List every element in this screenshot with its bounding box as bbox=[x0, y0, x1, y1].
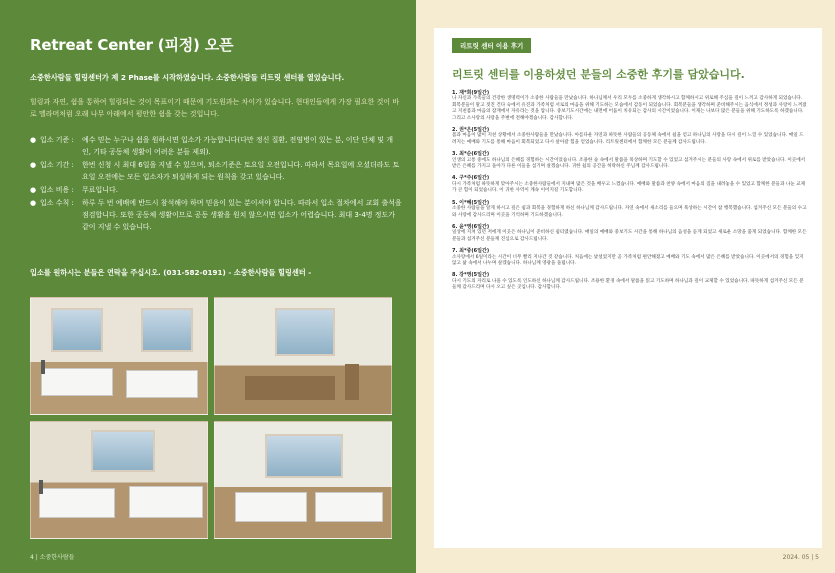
right-page bbox=[416, 0, 835, 573]
section-badge: 리트릿 센터 이용 후기 bbox=[452, 38, 531, 53]
reviews-card bbox=[434, 28, 822, 548]
rule-label: 입소 기준 : bbox=[40, 136, 74, 144]
review-author: 3. 최*순(6일간) bbox=[452, 151, 490, 158]
review-text: 소사랑에서 6일이라는 시간이 너무 빨리 지나간 것 같습니다. 처음에는 낯설었지만 곧 가족처럼 편안해졌고 예배와 기도 속에서 많은 은혜를 받았습니다. 이곳에서의 경험을 잊지 않고 삶 속에서 나누며 살겠습니다. 하나님께 영광을 돌립니다. bbox=[452, 254, 804, 266]
rules-list bbox=[30, 134, 402, 234]
review-author: 1. 재*희(9일간) bbox=[452, 90, 490, 96]
review-text: 몸과 마음이 많이 지친 상황에서 소중한사람들을 만났습니다. 아름다운 자연과 따뜻한 사람들의 공동체 속에서 쉼을 얻고 하나님의 사랑을 다시 깊이 느낄 수 있었습니다. 매일 드려지는 예배와 기도를 통해 마음이 회복되었고 다시 살아갈 힘을 얻었습니다. 리트릿센터에서 함께한 모든 분들께 감사드립니다. bbox=[452, 133, 804, 145]
review-text: 소중한 사람들을 알게 하시고 깊은 쉼과 회복을 경험하게 하신 하나님께 감사드립니다. 자연 속에서 새소리를 들으며 묵상하는 시간이 참 행복했습니다. 섬겨주신 모든 분들의 수고와 사랑에 감사드리며 이곳을 기억하며 기도하겠습니다. bbox=[452, 206, 807, 218]
review-text: 다시 가족처럼 따뜻하게 맞아주시는 소중한사람들에서 지내며 많은 것을 배우고 느꼈습니다. 예배와 말씀과 찬양 속에서 마음의 짐을 내려놓을 수 있었고 함께한 분들과 나눈 교제가 큰 힘이 되었습니다. 이 귀한 사역이 계속 이어지길 기도합니다. bbox=[452, 181, 806, 194]
page-footer-right: 2024. 05 | 5 bbox=[782, 554, 819, 561]
rule-item bbox=[30, 197, 402, 233]
review-item bbox=[452, 127, 808, 146]
review-text: 다시 기도의 자리로 나올 수 있도록 인도하신 하나님께 감사드립니다. 조용한 환경 속에서 말씀을 읽고 기도하며 하나님과 깊이 교제할 수 있었습니다. 따뜻하게 섬겨주신 모든 분들께 감사드리며 다시 오고 싶은 곳입니다. 감사합니다. bbox=[452, 278, 804, 291]
review-author: 7. 최*중(6일간) bbox=[452, 248, 490, 255]
review-item bbox=[452, 151, 808, 170]
reviews-title: 리트릿 센터를 이용하셨던 분들의 소중한 후기를 담았습니다. bbox=[452, 68, 745, 81]
rule-label: 입소 수칙 : bbox=[40, 199, 74, 207]
intro-text: 소중한사람들 힐링센터가 제 2 Phase를 시작하였습니다. 소중한사람들 리트릿 센터를 열었습니다. bbox=[30, 73, 345, 82]
bullet-icon: ● bbox=[30, 161, 37, 169]
bullet-icon: ● bbox=[30, 199, 37, 207]
review-author: 2. 권*은(5일간) bbox=[452, 127, 490, 134]
photo-grid bbox=[30, 297, 392, 539]
review-author: 6. 윤*영(6일간) bbox=[452, 223, 490, 230]
rule-text: 하루 두 번 예배에 반드시 참석해야 하며 믿음이 있는 분이셔야 합니다. 따라서 입소 절차에서 교회 출석을 점검합니다. 또한 공동체 생활이므로 공동 생활을 원치 않으시면 입소가 어렵습니다. 최대 3-4명 정도가 같이 지낼 수 있습니다. bbox=[82, 199, 402, 231]
page-footer-left: 4 | 소중한사람들 bbox=[30, 554, 75, 561]
rule-text: 예수 믿는 누구나 쉼을 원하시면 입소가 가능합니다(다만 정신 질환, 전염병이 있는 분, 이단 단체 및 개인, 기타 공동체 생활이 어려운 분들 제외). bbox=[82, 136, 394, 156]
rule-text: 한번 신청 시 최대 6일을 지낼 수 있으며, 퇴소기준은 토요일 오전입니다. 따라서 목요일에 오셨더라도 토요일 오전에는 모든 입소자가 퇴실하게 되는 원칙을 갖고 있습니다. bbox=[82, 161, 400, 181]
review-item bbox=[452, 90, 808, 122]
left-page bbox=[0, 0, 416, 573]
rule-text: 무료입니다. bbox=[82, 186, 119, 194]
review-item bbox=[452, 200, 808, 219]
rule-item bbox=[30, 134, 402, 158]
review-item bbox=[452, 248, 808, 267]
room-photo bbox=[214, 421, 392, 539]
rule-label: 입소 비용 : bbox=[40, 186, 74, 194]
rule-item bbox=[30, 184, 402, 196]
room-photo bbox=[30, 421, 208, 539]
description-text: 힐링과 자연, 쉼을 통하여 힐링되는 것이 목표이기 때문에 기도원과는 차이가 있습니다. 현대인들에게 가장 필요한 것이 바로 멜라머처럼 오래 나무 아래에서 평안한 쉼을 갖는 것입니다. bbox=[30, 98, 400, 118]
rule-label: 입소 기간 : bbox=[40, 161, 74, 169]
page-title: Retreat Center (피정) 오픈 bbox=[30, 36, 234, 54]
contact-text: 입소를 원하시는 분들은 연락을 주십시오. (031-582-0191) - 소중한사람들 힐링센터 - bbox=[30, 268, 312, 277]
review-author: 4. 구*주(6일간) bbox=[452, 175, 490, 182]
room-photo bbox=[30, 297, 208, 415]
bullet-icon: ● bbox=[30, 186, 37, 194]
review-item bbox=[452, 175, 808, 194]
review-text: 나 자신과 가족들의 건강한 생명력이가 소중한 사람들을 만났습니다. 하나님께서 우리 모두를 소중하게 생각하시고 함께하시고 위로해 주심을 깊이 느끼고 감사하게 되었습니다. 회복분들이 말고 젓진 건다 숙에서 유진과 가족처럼 서로의 마음을 위해 기도하는 모습에서 감동이 되었습니다. 회복분들을 생각하며 준비해주시는 음식에서 정성과 사랑이 느껴졌고 지친몸과 마음의 잠재에서 자유라는 것을 압니다. 중보기도시간에는 내면에 어둠이 치유되는 감사의 시간이었습니다. 이제는 나보다 많은 분들을 위해 기도하도록 하겠습니다. 그리고 소사랑의 사랑을 주변에 전해야겠습니다. 감사합니다. bbox=[452, 96, 807, 121]
review-text: 인생의 고통 중에도 하나님의 은혜를 경험하는 시간이었습니다. 조용한 숲 속에서 말씀을 묵상하며 기도할 수 있었고 섬겨주시는 분들의 사랑 속에서 위로를 받았습니다. 이곳에서 받은 은혜를 가지고 돌아가 다른 이들을 섬기며 살겠습니다. 귀한 쉼의 공간을 허락하신 주님께 감사드립니다. bbox=[452, 157, 806, 170]
room-photo bbox=[214, 297, 392, 415]
reviews-list bbox=[452, 90, 808, 297]
review-item bbox=[452, 224, 808, 243]
review-author: 8. 강*영(5일간) bbox=[452, 272, 490, 279]
review-item bbox=[452, 272, 808, 291]
review-author: 5. 이*혜(5일간) bbox=[452, 199, 490, 206]
bullet-icon: ● bbox=[30, 136, 37, 144]
rule-item bbox=[30, 159, 402, 183]
review-text: 일상에 지쳐 있던 저에게 이곳은 하나님이 준비하신 쉼터였습니다. 매일의 예배와 중보기도 시간을 통해 하나님의 음성을 듣게 되었고 새로운 소망을 품게 되었습니다. 함께한 모든 분들과 섬겨주신 분들께 진심으로 감사드립니다. bbox=[452, 230, 807, 242]
